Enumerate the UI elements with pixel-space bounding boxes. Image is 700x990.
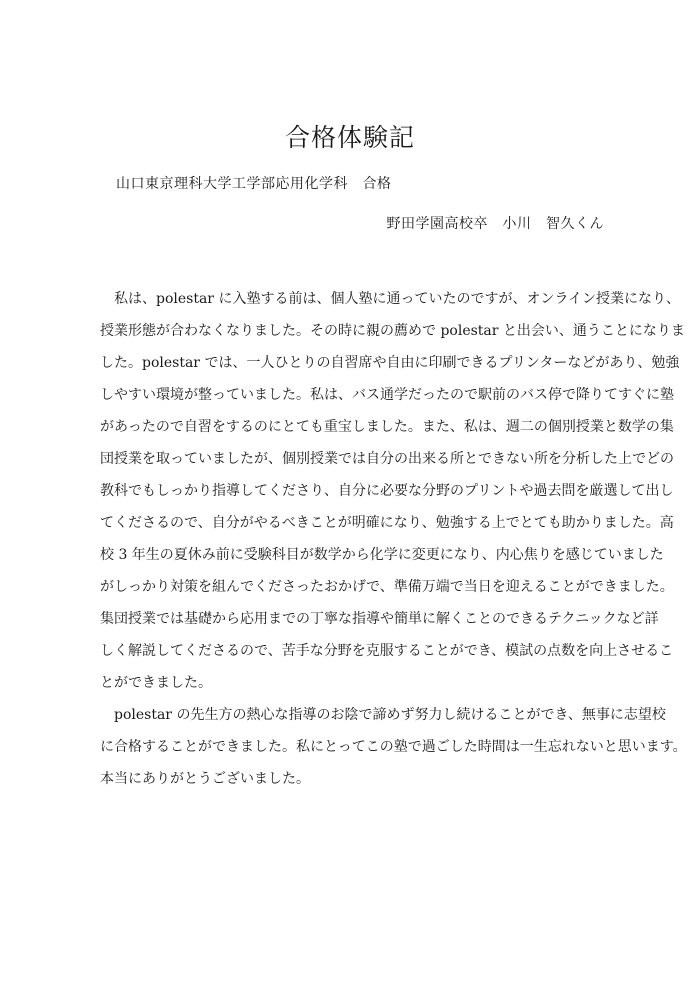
admission-result: 山口東京理科大学工学部応用化学科 合格	[116, 176, 392, 192]
body-line: 私は、polestar に入塾する前は、個人塾に通っていたのですが、オンライン授業になり、	[100, 291, 681, 307]
body-line: とができました。	[100, 675, 212, 691]
body-line: てくださるので、自分がやるべきことが明確になり、勉強する上でとても助かりました。高	[100, 515, 674, 531]
body-line: 集団授業では基礎から応用までの丁寧な指導や簡単に解くことのできるテクニックなど詳	[100, 611, 659, 627]
body-line: 本当にありがとうございました。	[100, 771, 310, 787]
body-line: しく解説してくださるので、苦手な分野を克服することができ、模試の点数を向上させるこ	[100, 643, 674, 659]
body-line: がしっかり対策を組んでくださったおかげで、準備万端で当日を迎えることができました。	[100, 579, 674, 595]
body-line: しやすい環境が整っていました。私は、バス通学だったので駅前のバス停で降りてすぐに塾	[100, 387, 674, 403]
document-title: 合格体験記	[284, 123, 415, 152]
body-line: 校 3 年生の夏休み前に受験科目が数学から化学に変更になり、内心焦りを感じていました	[100, 547, 664, 563]
body-line: した。polestar では、一人ひとりの自習席や自由に印刷できるプリンターなどがあり、勉強	[100, 355, 680, 371]
body-line: 授業形態が合わなくなりました。その時に親の薦めで polestar と出会い、通うことになりま	[100, 323, 685, 339]
author-line: 野田学園高校卒 小川 智久くん	[386, 216, 604, 232]
body-line: に合格することができました。私にとってこの塾で過ごした時間は一生忘れないと思います。	[100, 739, 687, 755]
body-line: 団授業を取っていましたが、個別授業では自分の出来る所とできない所を分析した上でどの	[100, 451, 674, 467]
body-line: polestar の先生方の熱心な指導のお陰で諦めず努力し続けることができ、無事に志望校	[100, 707, 666, 723]
body-line: があったので自習をするのにとても重宝しました。また、私は、週二の個別授業と数学の集	[100, 419, 674, 435]
body-line: 教科でもしっかり指導してくださり、自分に必要な分野のプリントや過去問を厳選して出し	[100, 483, 674, 499]
body-text	[100, 283, 687, 795]
